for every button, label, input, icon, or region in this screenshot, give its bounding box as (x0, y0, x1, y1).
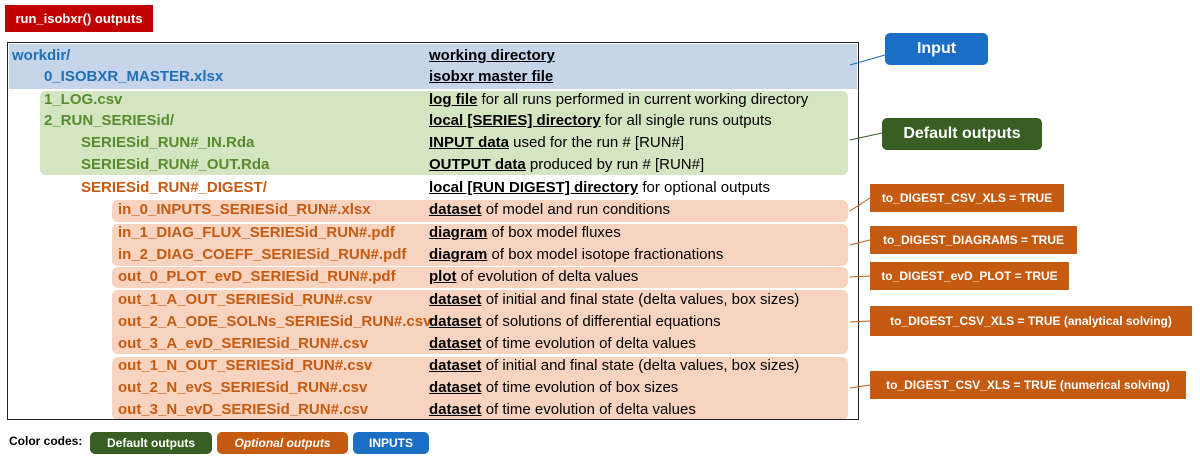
row-desc: OUTPUT data produced by run # [RUN#] (429, 156, 705, 173)
callout-default-outputs: Default outputs (882, 118, 1042, 150)
row-desc: plot of evolution of delta values (429, 268, 639, 285)
row-desc: dataset of model and run conditions (429, 201, 670, 218)
row-desc: dataset of initial and final state (delta values, box sizes) (429, 291, 800, 308)
connector-digest-plot (850, 276, 870, 277)
legend-label: Color codes: (9, 434, 83, 448)
row-name: 0_ISOBXR_MASTER.xlsx (44, 68, 224, 85)
row-name: SERIESid_RUN#_DIGEST/ (81, 179, 267, 196)
row-name: in_2_DIAG_COEFF_SERIESid_RUN#.pdf (118, 246, 407, 263)
connector-default (850, 133, 882, 140)
row-desc: isobxr master file (429, 68, 554, 85)
legend-default-outputs: Default outputs (90, 432, 212, 454)
row-desc: diagram of box model isotope fractionations (429, 246, 724, 263)
row-desc: INPUT data used for the run # [RUN#] (429, 134, 685, 151)
row-name: 1_LOG.csv (44, 91, 123, 108)
row-desc: diagram of box model fluxes (429, 224, 621, 241)
row-desc: local [RUN DIGEST] directory for optional outputs (429, 179, 770, 196)
row-name: out_2_N_evS_SERIESid_RUN#.csv (118, 379, 368, 396)
row-desc: dataset of time evolution of delta values (429, 335, 696, 352)
row-desc: dataset of time evolution of delta values (429, 401, 696, 418)
row-desc: dataset of time evolution of box sizes (429, 379, 679, 396)
callout-digest-analytical: to_DIGEST_CSV_XLS = TRUE (analytical solving) (870, 306, 1192, 336)
connector-numerical (850, 385, 870, 388)
diagram-title: run_isobxr() outputs (5, 5, 153, 32)
callout-digest-csv-xls: to_DIGEST_CSV_XLS = TRUE (870, 184, 1064, 212)
row-name: SERIESid_RUN#_IN.Rda (81, 134, 255, 151)
legend-optional-outputs: Optional outputs (217, 432, 348, 454)
callout-digest-evd-plot: to_DIGEST_evD_PLOT = TRUE (870, 262, 1069, 290)
row-desc: working directory (429, 47, 555, 64)
row-name: in_0_INPUTS_SERIESid_RUN#.xlsx (118, 201, 371, 218)
legend-inputs: INPUTS (353, 432, 429, 454)
row-name: in_1_DIAG_FLUX_SERIESid_RUN#.pdf (118, 224, 395, 241)
row-desc: log file for all runs performed in current working directory (429, 91, 809, 108)
row-name: out_1_A_OUT_SERIESid_RUN#.csv (118, 291, 373, 308)
connector-analytical (850, 321, 870, 322)
connector-input (850, 55, 885, 65)
row-name: out_0_PLOT_evD_SERIESid_RUN#.pdf (118, 268, 396, 285)
connector-digest-diagrams (850, 240, 870, 245)
row-desc: dataset of solutions of differential equations (429, 313, 721, 330)
row-name: workdir/ (12, 47, 71, 64)
row-name: out_3_A_evD_SERIESid_RUN#.csv (118, 335, 369, 352)
callout-digest-diagrams: to_DIGEST_DIAGRAMS = TRUE (870, 226, 1077, 254)
row-name: 2_RUN_SERIESid/ (44, 112, 175, 129)
connector-digest-csv (850, 198, 870, 211)
row-name: SERIESid_RUN#_OUT.Rda (81, 156, 270, 173)
row-name: out_2_A_ODE_SOLNs_SERIESid_RUN#.csv (118, 313, 432, 330)
callout-input: Input (885, 33, 988, 65)
row-name: out_3_N_evD_SERIESid_RUN#.csv (118, 401, 369, 418)
row-desc: dataset of initial and final state (delta values, box sizes) (429, 357, 800, 374)
row-name: out_1_N_OUT_SERIESid_RUN#.csv (118, 357, 373, 374)
row-desc: local [SERIES] directory for all single runs outputs (429, 112, 772, 129)
callout-digest-numerical: to_DIGEST_CSV_XLS = TRUE (numerical solving) (870, 371, 1186, 399)
